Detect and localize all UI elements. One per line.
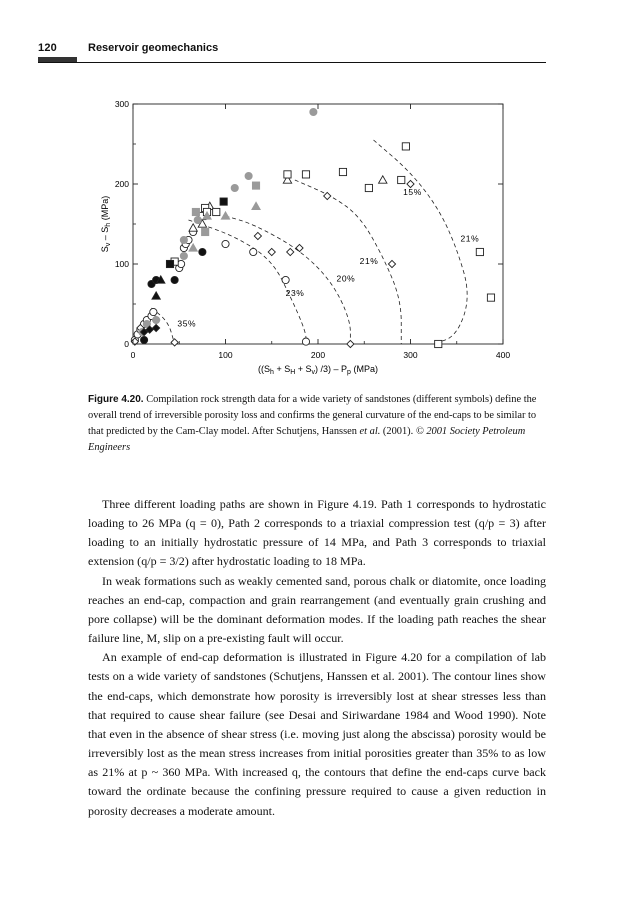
- square-open-marker: [302, 171, 309, 178]
- x-tick-label: 100: [218, 350, 233, 360]
- square-open-marker: [365, 184, 372, 191]
- circle-filled-marker: [199, 248, 206, 255]
- page-number: 120: [38, 42, 57, 54]
- contour-line-21pct: [295, 180, 401, 344]
- marker-group: [131, 108, 494, 347]
- caption-text-a: Compilation rock strength data for a wide variety of sandstones (different symbols) define the overall trend of irreversible porosity loss and confirms the general curvature of the end-caps to be similar to that predicted by the Cam-Clay model. After Schutjens, Hanssen: [88, 394, 537, 437]
- circle-filled-marker: [171, 276, 178, 283]
- contour-label: 15%: [403, 187, 422, 198]
- diamond-open-marker: [268, 248, 275, 255]
- circle-open-marker: [222, 240, 229, 247]
- square-filled-marker: [220, 198, 227, 205]
- contour-label: 21%: [359, 256, 379, 266]
- circle-open-marker: [150, 308, 157, 315]
- x-tick-label: 300: [403, 350, 418, 360]
- diamond-open-marker: [296, 244, 303, 251]
- contour-label: 23%: [285, 288, 305, 298]
- diamond-open-marker: [324, 192, 331, 199]
- y-tick-label: 300: [114, 99, 129, 109]
- square-open-marker: [284, 171, 291, 178]
- contour-label: 35%: [177, 318, 197, 329]
- triangle-grey-marker: [189, 244, 197, 251]
- contour-label: 21%: [460, 233, 480, 244]
- circle-grey-marker: [194, 216, 201, 223]
- square-open-marker: [402, 143, 409, 150]
- square-open-marker: [339, 168, 346, 175]
- circle-grey-marker: [180, 236, 187, 243]
- paragraph-2: In weak formations such as weakly cemented sand, porous chalk or diatomite, once loading reaches an end-cap, compaction and grain rearrangement (and eventually grain crushing and pore collapse) will be the dominant deformation modes. If the loading path reaches the shear failure line, M, slip on a pre-existing fault will occur.: [88, 573, 546, 646]
- square-open-marker: [435, 340, 442, 347]
- annotation-group: [177, 187, 479, 328]
- paragraph-1: Three different loading paths are shown in Figure 4.19. Path 1 corresponds to hydrostatic loading to 26 MPa (q = 0), Path 2 corresponds to a triaxial compression test (q/p = 3) after loading to an initially hydrostatic pressure of 14 MPa, and Path 3 corresponds to triaxial extension (q/p = 3/2) after hydrostatic loading to 18 MPa.: [88, 497, 546, 569]
- body-text: [88, 495, 546, 821]
- circle-grey-marker: [245, 172, 252, 179]
- diamond-open-marker: [254, 232, 261, 239]
- triangle-open-marker: [379, 176, 387, 183]
- contour-label: 20%: [336, 273, 356, 284]
- circle-grey-marker: [180, 252, 187, 259]
- caption-copyright: © 2001 Society Petroleum Engineers: [88, 426, 526, 453]
- triangle-filled-marker: [152, 292, 160, 299]
- diamond-open-marker: [347, 340, 354, 347]
- caption-text-b: (2001).: [380, 426, 416, 437]
- x-tick-label: 400: [495, 350, 511, 360]
- square-grey-marker: [252, 182, 259, 189]
- paragraph-3: An example of end-cap deformation is illustrated in Figure 4.20 for a compilation of lab tests on a wide variety of sandstones (Schutjens, Hanssen et al. 2001). The contour lines show the end-caps, which demonstrate how porosity is irreversibly lost at shear stresses less than that required to cause shear failure (see Desai and Siriwardane 1984 and Wood 1990). Note that even in the absence of shear stress (i.e. moving just along the abscissa) porosity would be irreversibly lost as the mean stress increases from initial porosities greater than 35% to as low as 21% at p ~ 360 MPa. With increased q, the contours that define the end-caps curve back toward the ordinate because the confining pressure required to cause a given reduction in porosity decreases a moderate amount.: [88, 650, 546, 818]
- square-open-marker: [213, 208, 220, 215]
- circle-open-marker: [302, 338, 309, 345]
- triangle-grey-marker: [252, 202, 260, 209]
- caption-label: Figure 4.20.: [88, 394, 144, 405]
- diamond-open-marker: [388, 260, 395, 267]
- porosity-chart: [0, 0, 633, 390]
- square-open-marker: [487, 294, 494, 301]
- square-grey-marker: [192, 208, 199, 215]
- y-axis-label: $S_v - S_h$ (MPa): [100, 195, 112, 253]
- circle-open-marker: [282, 276, 289, 283]
- circle-grey-marker: [153, 316, 160, 323]
- x-tick-label: 200: [310, 350, 326, 360]
- circle-grey-marker: [231, 184, 238, 191]
- y-tick-label: 0: [124, 339, 129, 349]
- figure-caption: [88, 392, 546, 456]
- x-tick-label: 0: [130, 350, 136, 360]
- y-tick-label: 200: [114, 179, 129, 189]
- diamond-filled-marker: [153, 324, 160, 331]
- circle-filled-marker: [141, 336, 148, 343]
- x-axis-label: ($(S_h + S_H + S_v)$ $/3) - P_p$ (MPa): [258, 364, 378, 376]
- y-tick-label: 100: [114, 259, 129, 269]
- diamond-open-marker: [171, 339, 178, 346]
- square-open-marker: [476, 248, 483, 255]
- diamond-open-marker: [287, 248, 294, 255]
- running-title: Reservoir geomechanics: [88, 42, 219, 54]
- square-open-marker: [398, 176, 405, 183]
- triangle-open-marker: [189, 224, 197, 231]
- square-filled-marker: [166, 260, 173, 267]
- caption-et-al: et al.: [359, 426, 381, 437]
- tick-group: [115, 99, 511, 360]
- contour-line-15pct: [374, 140, 468, 344]
- circle-grey-marker: [310, 108, 317, 115]
- circle-open-marker: [250, 248, 257, 255]
- triangle-grey-marker: [221, 212, 229, 219]
- square-grey-marker: [202, 228, 209, 235]
- plot-frame: [133, 104, 503, 344]
